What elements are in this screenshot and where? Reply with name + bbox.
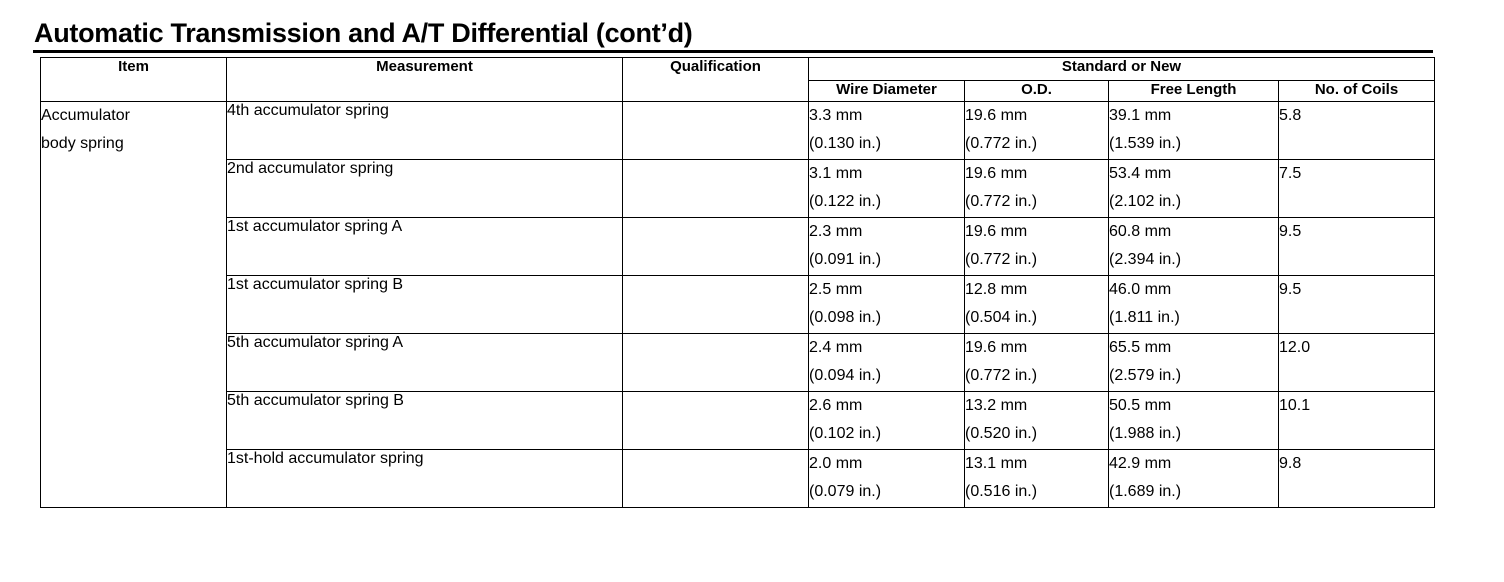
header-qualification: Qualification — [623, 58, 809, 102]
value-in: (0.094 in.) — [809, 367, 882, 385]
qualification-cell — [623, 449, 809, 507]
od-cell — [965, 333, 1109, 391]
free-length-cell — [1109, 217, 1279, 275]
value-mm: 53.4 mm — [1109, 164, 1172, 182]
wire-diameter-cell — [809, 333, 965, 391]
value-in: (1.988 in.) — [1109, 425, 1182, 443]
qualification-cell — [623, 102, 809, 160]
no-of-coils-cell: 5.8 — [1279, 102, 1435, 160]
value-in: (0.102 in.) — [809, 425, 882, 443]
item-accumulator-body-spring — [41, 102, 227, 508]
value-mm: 39.1 mm — [1109, 107, 1172, 124]
value-mm: 46.0 mm — [1109, 280, 1172, 298]
qualification-cell — [623, 275, 809, 333]
no-of-coils-cell: 12.0 — [1279, 333, 1435, 391]
item-label-line2: body spring — [41, 135, 124, 152]
header-standard-or-new: Standard or New — [809, 58, 1435, 81]
measurement-cell: 1st-hold accumulator spring — [227, 449, 623, 507]
value-in: (0.098 in.) — [809, 309, 882, 327]
free-length-cell — [1109, 159, 1279, 217]
value-mm: 3.1 mm — [809, 164, 863, 182]
value-mm: 3.3 mm — [809, 107, 863, 124]
no-of-coils-cell: 9.5 — [1279, 217, 1435, 275]
table-row — [41, 159, 1435, 217]
header-item: Item — [41, 58, 227, 102]
value-in: (0.516 in.) — [965, 483, 1038, 501]
value-mm: 2.3 mm — [809, 222, 863, 240]
header-free-length: Free Length — [1109, 81, 1279, 102]
specification-table — [40, 57, 1435, 508]
table-row — [41, 102, 1435, 160]
od-cell — [965, 391, 1109, 449]
value-in: (2.102 in.) — [1109, 193, 1182, 211]
measurement-cell: 2nd accumulator spring — [227, 159, 623, 217]
qualification-cell — [623, 333, 809, 391]
wire-diameter-cell — [809, 275, 965, 333]
page-title: Automatic Transmission and A/T Differential (cont’d) — [34, 18, 693, 48]
value-mm: 2.5 mm — [809, 280, 863, 298]
item-label-line1: Accumulator — [41, 107, 130, 124]
value-in: (0.122 in.) — [809, 193, 882, 211]
no-of-coils-cell: 10.1 — [1279, 391, 1435, 449]
value-mm: 19.6 mm — [965, 164, 1028, 182]
wire-diameter-cell — [809, 217, 965, 275]
od-cell — [965, 217, 1109, 275]
table-body — [41, 102, 1435, 508]
value-mm: 13.1 mm — [965, 454, 1028, 472]
free-length-cell — [1109, 391, 1279, 449]
value-in: (0.130 in.) — [809, 135, 882, 153]
value-in: (0.504 in.) — [965, 309, 1038, 327]
measurement-cell: 5th accumulator spring B — [227, 391, 623, 449]
wire-diameter-cell — [809, 449, 965, 507]
measurement-cell: 5th accumulator spring A — [227, 333, 623, 391]
od-cell — [965, 449, 1109, 507]
value-mm: 42.9 mm — [1109, 454, 1172, 472]
measurement-cell: 1st accumulator spring B — [227, 275, 623, 333]
value-in: (0.772 in.) — [965, 193, 1038, 211]
wire-diameter-cell — [809, 159, 965, 217]
table-row — [41, 275, 1435, 333]
header-wire-diameter: Wire Diameter — [809, 81, 965, 102]
value-in: (2.394 in.) — [1109, 251, 1182, 269]
value-in: (0.091 in.) — [809, 251, 882, 269]
measurement-cell: 1st accumulator spring A — [227, 217, 623, 275]
table-row — [41, 217, 1435, 275]
od-cell — [965, 159, 1109, 217]
value-in: (0.772 in.) — [965, 251, 1038, 269]
table-row — [41, 391, 1435, 449]
value-in: (1.539 in.) — [1109, 135, 1182, 153]
title-divider — [33, 50, 1433, 53]
no-of-coils-cell: 9.8 — [1279, 449, 1435, 507]
value-in: (1.689 in.) — [1109, 483, 1182, 501]
wire-diameter-cell — [809, 102, 965, 160]
free-length-cell — [1109, 275, 1279, 333]
value-mm: 13.2 mm — [965, 396, 1028, 414]
qualification-cell — [623, 391, 809, 449]
value-mm: 19.6 mm — [965, 222, 1028, 240]
value-mm: 65.5 mm — [1109, 338, 1172, 356]
table-row — [41, 449, 1435, 507]
free-length-cell — [1109, 449, 1279, 507]
header-measurement: Measurement — [227, 58, 623, 102]
table-header — [41, 58, 1435, 102]
value-in: (0.772 in.) — [965, 367, 1038, 385]
value-mm: 2.6 mm — [809, 396, 863, 414]
value-mm: 19.6 mm — [965, 107, 1028, 124]
value-mm: 60.8 mm — [1109, 222, 1172, 240]
value-mm: 2.4 mm — [809, 338, 863, 356]
value-mm: 19.6 mm — [965, 338, 1028, 356]
table-header-row-1 — [41, 58, 1435, 81]
header-no-of-coils: No. of Coils — [1279, 81, 1435, 102]
value-mm: 12.8 mm — [965, 280, 1028, 298]
value-mm: 2.0 mm — [809, 454, 863, 472]
value-in: (2.579 in.) — [1109, 367, 1182, 385]
free-length-cell — [1109, 102, 1279, 160]
no-of-coils-cell: 9.5 — [1279, 275, 1435, 333]
free-length-cell — [1109, 333, 1279, 391]
value-in: (0.520 in.) — [965, 425, 1038, 443]
value-mm: 50.5 mm — [1109, 396, 1172, 414]
header-od: O.D. — [965, 81, 1109, 102]
value-in: (0.772 in.) — [965, 135, 1038, 153]
od-cell — [965, 275, 1109, 333]
qualification-cell — [623, 159, 809, 217]
wire-diameter-cell — [809, 391, 965, 449]
value-in: (1.811 in.) — [1109, 309, 1180, 327]
value-in: (0.079 in.) — [809, 483, 882, 501]
qualification-cell — [623, 217, 809, 275]
table-row — [41, 333, 1435, 391]
measurement-cell: 4th accumulator spring — [227, 102, 623, 160]
od-cell — [965, 102, 1109, 160]
no-of-coils-cell: 7.5 — [1279, 159, 1435, 217]
